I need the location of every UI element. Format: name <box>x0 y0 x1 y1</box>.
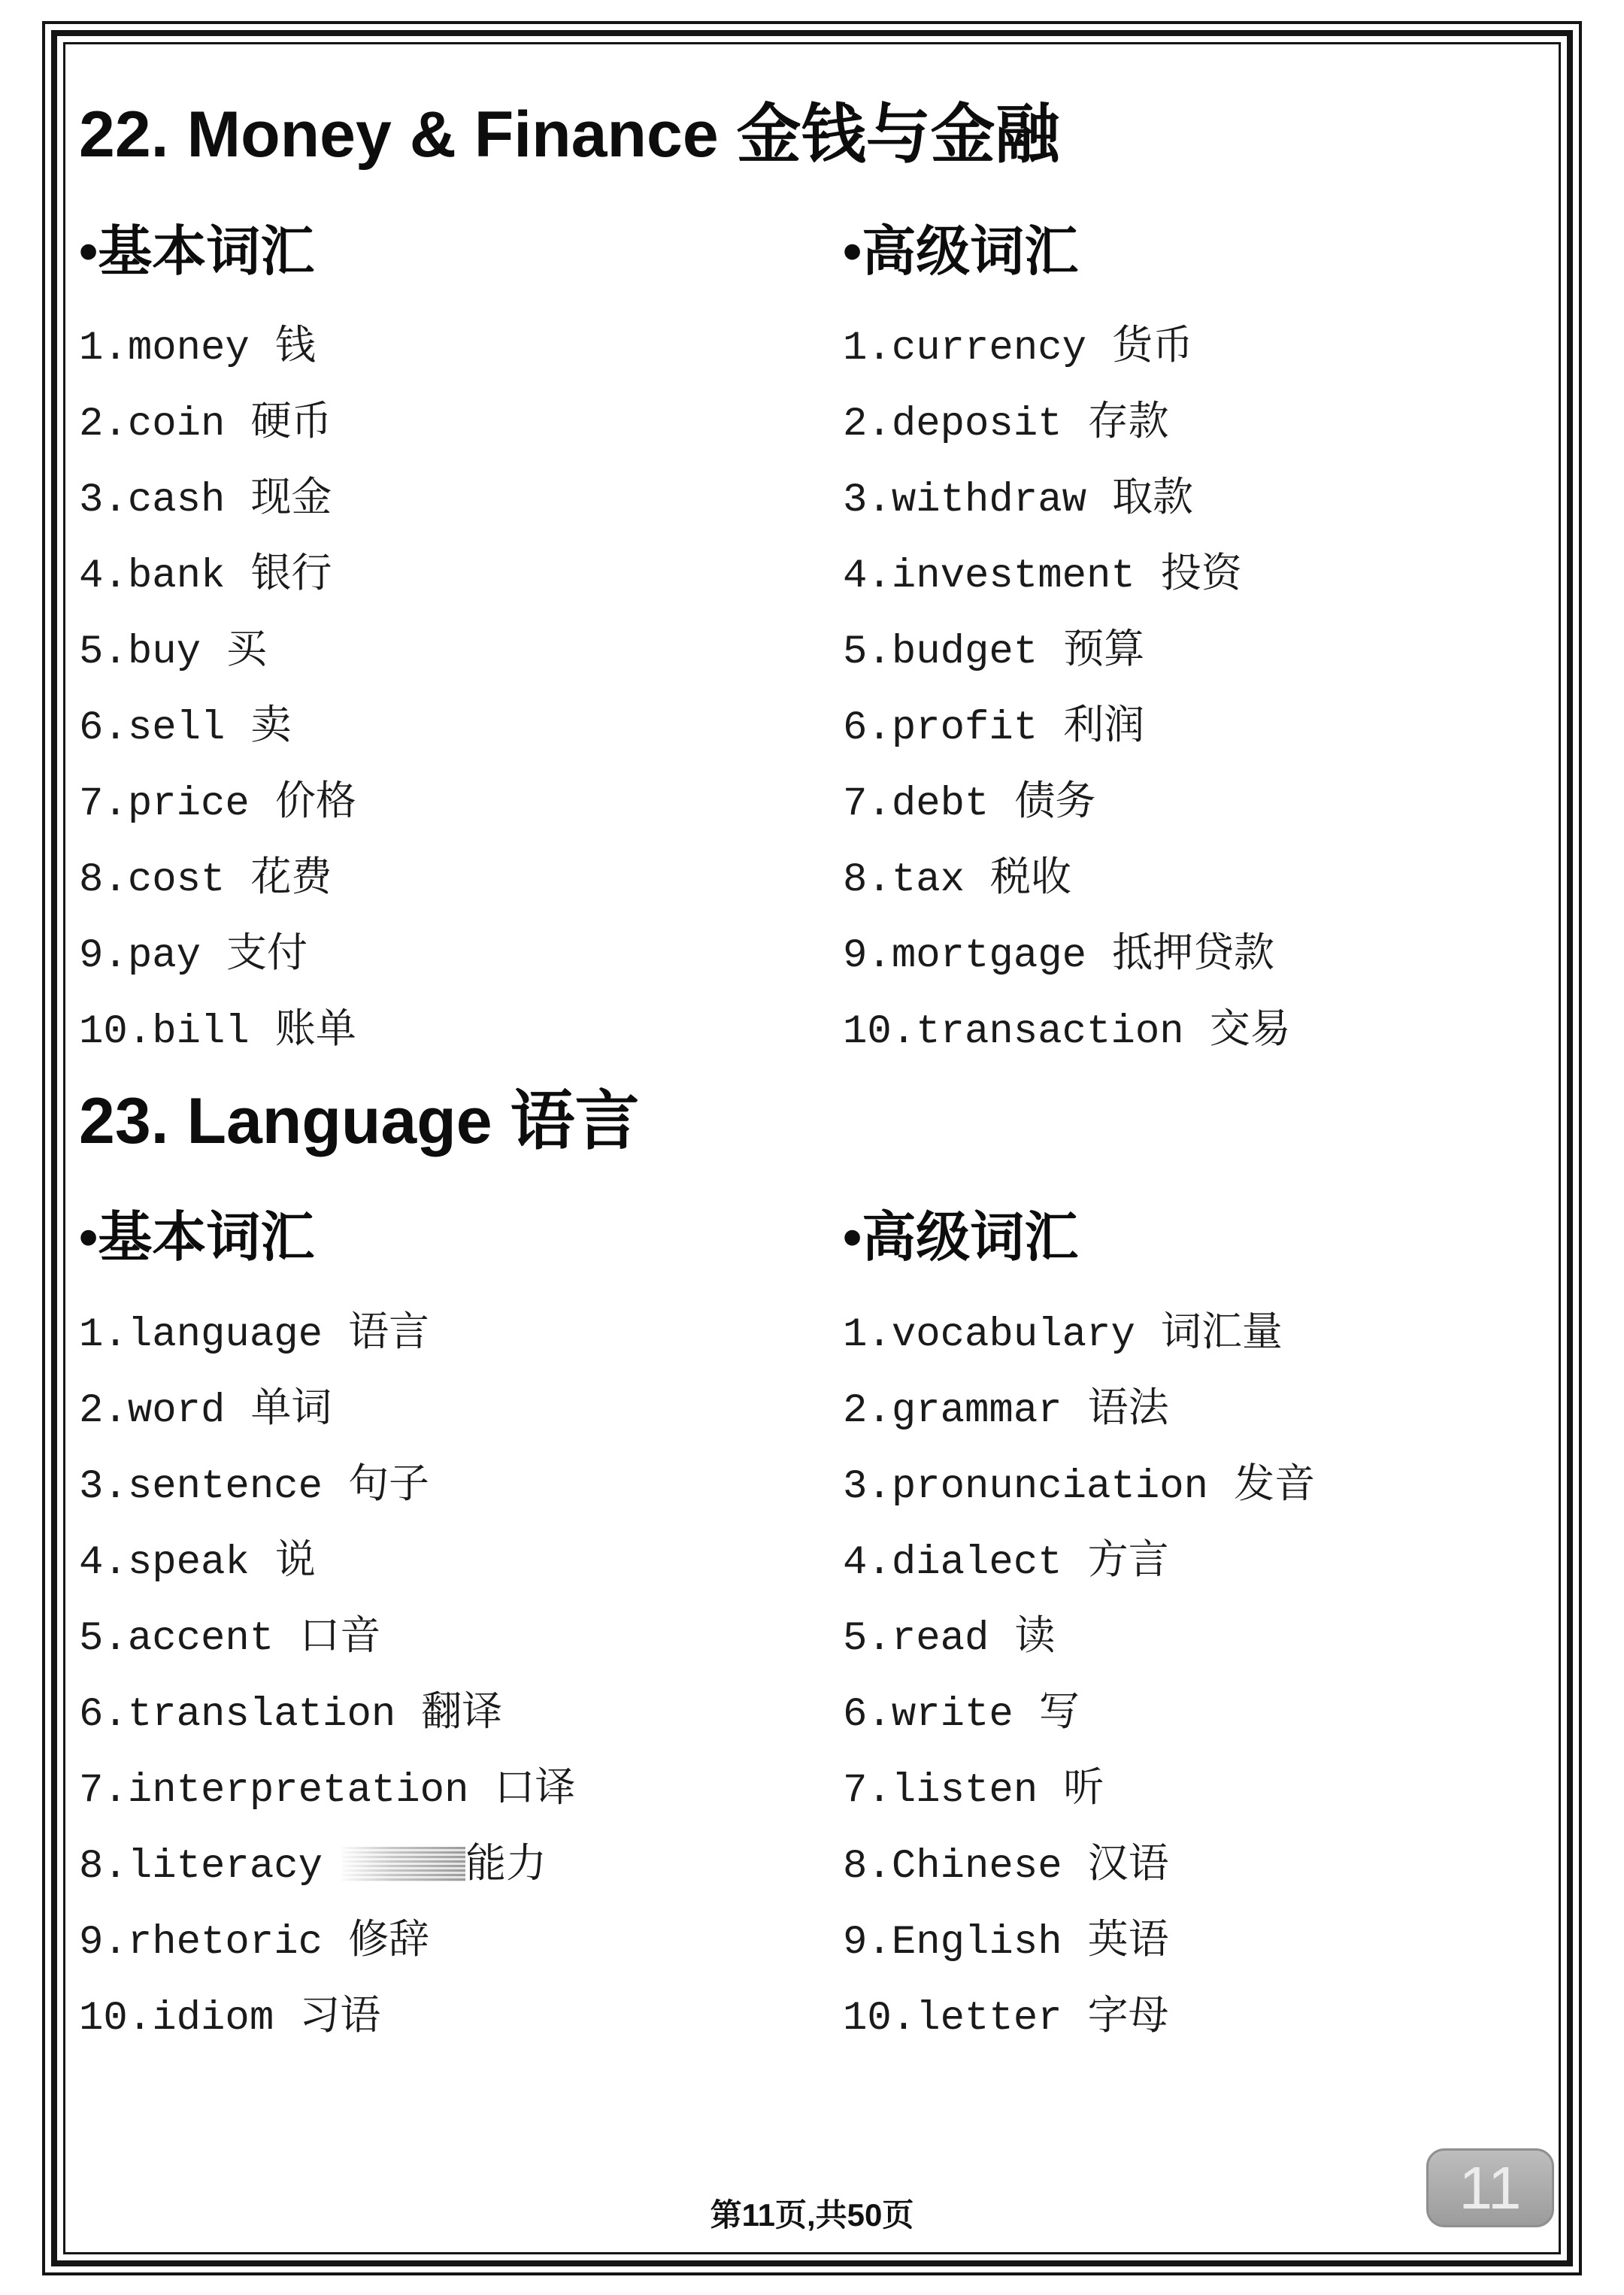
vocab-item <box>843 1753 1315 1829</box>
item-number: 3. <box>843 477 892 523</box>
vocab-item <box>79 842 356 918</box>
vocab-item <box>843 1829 1315 1905</box>
item-number: 5. <box>843 1616 892 1662</box>
english-word: price <box>127 781 250 827</box>
english-word: coin <box>127 402 226 447</box>
basic-vocabulary-list <box>79 1297 576 2057</box>
vocab-item <box>79 311 356 387</box>
english-word: interpretation <box>127 1768 469 1814</box>
vocab-item <box>79 1753 576 1829</box>
item-number: 7. <box>843 1768 892 1814</box>
vocab-item <box>843 1525 1315 1601</box>
item-number: 3. <box>843 1464 892 1510</box>
english-word: sell <box>127 705 226 751</box>
item-number: 8. <box>79 1844 128 1890</box>
item-number: 9. <box>843 1920 892 1966</box>
chinese-translation: 投资 <box>1160 553 1242 599</box>
item-number: 7. <box>843 781 892 827</box>
vocab-item <box>79 1449 576 1525</box>
english-word: listen <box>891 1768 1038 1814</box>
item-number: 6. <box>843 1692 892 1738</box>
english-word: transaction <box>916 1009 1184 1055</box>
chinese-translation: 取款 <box>1112 477 1194 523</box>
chinese-translation: 汉语 <box>1087 1844 1169 1890</box>
chinese-translation: 债务 <box>1014 781 1096 827</box>
item-number: 5. <box>79 1616 128 1662</box>
vocab-item <box>843 690 1291 766</box>
item-number: 4. <box>843 553 892 599</box>
vocab-item <box>843 842 1291 918</box>
chinese-translation: 花费 <box>250 857 332 903</box>
english-word: idiom <box>152 1996 274 2042</box>
vocab-item <box>79 918 356 994</box>
english-word: withdraw <box>891 477 1087 523</box>
vocab-item <box>843 387 1291 462</box>
section-title: 22. Money & Finance 金钱与金融 <box>79 99 1060 171</box>
vocab-item <box>843 1297 1315 1373</box>
english-word: dialect <box>891 1540 1062 1586</box>
item-number: 10. <box>843 1009 917 1055</box>
basic-vocabulary-heading: •基本词汇 <box>79 222 315 282</box>
item-number: 7. <box>79 1768 128 1814</box>
chinese-translation: 单词 <box>250 1388 332 1434</box>
english-word: accent <box>127 1616 274 1662</box>
vocab-item <box>79 766 356 842</box>
chinese-translation: 语言 <box>348 1312 430 1358</box>
chinese-translation: 抵押贷款 <box>1112 933 1275 979</box>
item-number: 10. <box>79 1996 153 2042</box>
chinese-translation: 英语 <box>1087 1920 1169 1966</box>
chinese-translation: 发音 <box>1234 1464 1316 1510</box>
item-number: 4. <box>843 1540 892 1586</box>
english-word: tax <box>891 857 965 903</box>
vocab-item <box>79 1297 576 1373</box>
vocab-item <box>843 1373 1315 1449</box>
english-word: money <box>127 326 250 371</box>
chinese-translation: 银行 <box>250 553 332 599</box>
chinese-translation: 口译 <box>494 1768 576 1814</box>
item-number: 4. <box>79 553 128 599</box>
item-number: 5. <box>843 629 892 675</box>
english-word: pay <box>127 933 201 979</box>
chinese-translation: 口音 <box>299 1616 381 1662</box>
english-word: literacy <box>127 1844 323 1890</box>
chinese-translation: 账单 <box>274 1009 356 1055</box>
english-word: mortgage <box>891 933 1087 979</box>
page-number-badge: 11 <box>1426 2148 1554 2227</box>
vocab-item <box>79 387 356 462</box>
chinese-translation: 存款 <box>1087 402 1169 447</box>
item-number: 6. <box>79 705 128 751</box>
vocab-item <box>79 994 356 1070</box>
item-number: 1. <box>79 326 128 371</box>
vocab-item <box>843 1601 1315 1677</box>
vocab-item <box>843 1449 1315 1525</box>
english-word: translation <box>127 1692 396 1738</box>
chinese-translation: 现金 <box>250 477 332 523</box>
item-number: 3. <box>79 477 128 523</box>
chinese-translation: 利润 <box>1063 705 1145 751</box>
vocab-item <box>79 690 356 766</box>
vocab-item <box>843 614 1291 690</box>
advanced-vocabulary-list <box>843 1297 1315 2057</box>
english-word: debt <box>891 781 989 827</box>
item-number: 1. <box>79 1312 128 1358</box>
section-title: 23. Language 语言 <box>79 1085 640 1157</box>
vocab-item <box>843 1905 1315 1981</box>
chinese-translation: 方言 <box>1087 1540 1169 1586</box>
vocab-item <box>79 1525 576 1601</box>
chinese-translation: 听 <box>1063 1768 1104 1814</box>
item-number: 3. <box>79 1464 128 1510</box>
item-number: 8. <box>843 1844 892 1890</box>
chinese-translation: 读 <box>1014 1616 1056 1662</box>
english-word: cost <box>127 857 226 903</box>
item-number: 2. <box>843 1388 892 1434</box>
item-number: 2. <box>843 402 892 447</box>
advanced-vocabulary-heading: •高级词汇 <box>843 222 1079 282</box>
item-number: 6. <box>79 1692 128 1738</box>
english-word: English <box>891 1920 1062 1966</box>
vocab-item <box>79 1373 576 1449</box>
item-number: 1. <box>843 1312 892 1358</box>
item-number: 2. <box>79 1388 128 1434</box>
chinese-translation: 词汇量 <box>1160 1312 1283 1358</box>
vocab-item <box>843 1677 1315 1753</box>
english-word: budget <box>891 629 1038 675</box>
chinese-translation: 字母 <box>1087 1996 1169 2042</box>
basic-vocabulary-list <box>79 311 356 1070</box>
chinese-translation: 税收 <box>990 857 1072 903</box>
english-word: language <box>127 1312 323 1358</box>
advanced-vocabulary-heading: •高级词汇 <box>843 1208 1079 1268</box>
item-number: 10. <box>79 1009 153 1055</box>
vocab-item <box>843 311 1291 387</box>
vocab-item <box>79 538 356 614</box>
english-word: bill <box>152 1009 250 1055</box>
vocab-item <box>79 1829 576 1905</box>
english-word: sentence <box>127 1464 323 1510</box>
vocab-item <box>79 1905 576 1981</box>
chinese-translation: 预算 <box>1063 629 1145 675</box>
item-number: 2. <box>79 402 128 447</box>
english-word: rhetoric <box>127 1920 323 1966</box>
english-word: pronunciation <box>891 1464 1209 1510</box>
english-word: Chinese <box>891 1844 1062 1890</box>
english-word: profit <box>891 705 1038 751</box>
vocab-item <box>843 994 1291 1070</box>
chinese-translation: 价格 <box>274 781 356 827</box>
english-word: bank <box>127 553 226 599</box>
vocab-item <box>843 1981 1315 2057</box>
chinese-translation: 钱 <box>274 326 316 371</box>
english-word: read <box>891 1616 989 1662</box>
english-word: deposit <box>891 402 1062 447</box>
chinese-translation: 语法 <box>1087 1388 1169 1434</box>
chinese-translation: 交易 <box>1209 1009 1291 1055</box>
english-word: letter <box>916 1996 1062 2042</box>
item-number: 1. <box>843 326 892 371</box>
basic-vocabulary-heading: •基本词汇 <box>79 1208 315 1268</box>
english-word: grammar <box>891 1388 1062 1434</box>
chinese-translation: 翻译 <box>421 1692 503 1738</box>
item-number: 6. <box>843 705 892 751</box>
english-word: currency <box>891 326 1087 371</box>
chinese-translation: 修辞 <box>348 1920 430 1966</box>
english-word: cash <box>127 477 226 523</box>
chinese-translation: 硬币 <box>250 402 332 447</box>
vocab-item <box>843 918 1291 994</box>
item-number: 10. <box>843 1996 917 2042</box>
vocab-item <box>79 462 356 538</box>
vocab-item <box>79 614 356 690</box>
vocab-item <box>79 1981 576 2057</box>
chinese-translation: 能力 <box>465 1844 547 1890</box>
item-number: 9. <box>843 933 892 979</box>
item-number: 8. <box>79 857 128 903</box>
chinese-translation: 支付 <box>226 933 308 979</box>
item-number: 8. <box>843 857 892 903</box>
item-number: 7. <box>79 781 128 827</box>
vocab-item <box>843 462 1291 538</box>
chinese-translation: 习语 <box>299 1996 381 2042</box>
chinese-translation: 货币 <box>1112 326 1194 371</box>
item-number: 4. <box>79 1540 128 1586</box>
vocab-item <box>843 538 1291 614</box>
chinese-translation: 买 <box>226 629 268 675</box>
item-number: 9. <box>79 1920 128 1966</box>
english-word: vocabulary <box>891 1312 1135 1358</box>
english-word: write <box>891 1692 1013 1738</box>
english-word: word <box>127 1388 226 1434</box>
english-word: buy <box>127 629 201 675</box>
item-number: 9. <box>79 933 128 979</box>
chinese-translation: 句子 <box>348 1464 430 1510</box>
vocab-item <box>843 766 1291 842</box>
page-info-footer: 第11页,共50页 <box>710 2197 914 2233</box>
obscured-text-smudge <box>342 1847 465 1881</box>
english-word: speak <box>127 1540 250 1586</box>
vocab-item <box>79 1601 576 1677</box>
chinese-translation: 卖 <box>250 705 292 751</box>
advanced-vocabulary-list <box>843 311 1291 1070</box>
item-number: 5. <box>79 629 128 675</box>
english-word: investment <box>891 553 1135 599</box>
chinese-translation: 说 <box>274 1540 316 1586</box>
chinese-translation: 写 <box>1038 1692 1080 1738</box>
vocab-item <box>79 1677 576 1753</box>
